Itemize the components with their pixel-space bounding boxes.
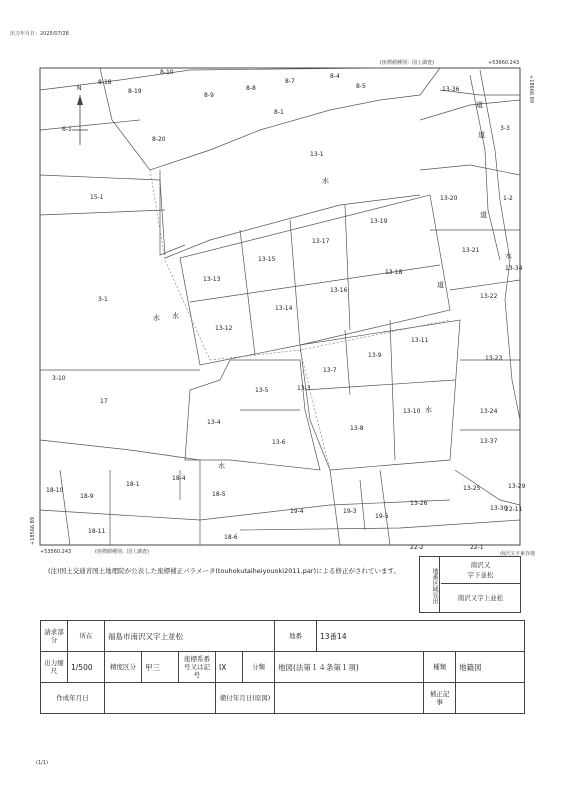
parcel-label: 13-23 bbox=[485, 355, 503, 362]
coord-bottom-label: (座標値種別：国土調査) bbox=[95, 549, 149, 555]
parcel-label: 22-2 bbox=[410, 544, 424, 551]
lot-area-row1-line2: 字下並松 bbox=[467, 571, 494, 579]
parcel-label: 13-5 bbox=[255, 387, 269, 394]
parcel-label: 3-10 bbox=[52, 375, 66, 382]
lot-label: 地番 bbox=[275, 621, 317, 652]
parcel-label: 8-20 bbox=[152, 136, 166, 143]
parcel-label: 13-1 bbox=[310, 151, 324, 158]
parcel-label: 6-1 bbox=[62, 126, 72, 133]
parcel-label: 8-19 bbox=[128, 88, 142, 95]
lot-area-side-label: 地番区域見出 bbox=[420, 557, 440, 612]
parcel-label: 18-4 bbox=[172, 475, 186, 482]
parcel-label: 1-2 bbox=[503, 195, 513, 202]
parcel-label: 13-29 bbox=[508, 483, 526, 490]
created-value bbox=[105, 683, 216, 714]
parcel-label: 13-36 bbox=[442, 86, 460, 93]
road-symbol: 道 bbox=[478, 131, 485, 139]
coord-label: 座標系番号又は記号 bbox=[179, 652, 216, 683]
water-symbol: 水 bbox=[322, 177, 329, 185]
lot-area-row2: 南沢又字上並松 bbox=[457, 594, 504, 602]
lot-area-row1-line1: 南沢又 bbox=[470, 561, 491, 569]
parcel-label: 13-16 bbox=[330, 287, 348, 294]
water-symbol: 水 bbox=[153, 314, 160, 322]
print-date: 出力年月日：2025/07/28 bbox=[10, 31, 69, 37]
parcel-label: 13-19 bbox=[370, 218, 388, 225]
coord-left-vertical: +18566.89 bbox=[30, 516, 36, 545]
road-symbol: 道 bbox=[437, 281, 444, 289]
parcel-label: 18-6 bbox=[224, 534, 238, 541]
parcel-label: 13-13 bbox=[203, 276, 221, 283]
north-arrow-icon bbox=[72, 85, 88, 145]
parcel-label: 13-3 bbox=[297, 385, 311, 392]
parcel-label: 3-1 bbox=[98, 296, 108, 303]
coord-bottom-left: +53560.243 bbox=[40, 549, 72, 555]
parcel-label: 13-21 bbox=[462, 247, 480, 254]
correction-note: (注)国土交通省国土地理院が公表した座標補正パラメータ(touhokutaiheiyouoki2011.par)による修正がされています。 bbox=[48, 567, 400, 575]
coord-right-vertical: +18666.89 bbox=[528, 75, 534, 104]
parcel-label: 8-4 bbox=[330, 73, 340, 80]
parcel-label: 3-3 bbox=[500, 125, 510, 132]
lot-area-row1 bbox=[441, 557, 520, 584]
precision-value: 甲三 bbox=[142, 652, 179, 683]
parcel-label: 17 bbox=[100, 398, 108, 405]
parcel-label: 8-9 bbox=[204, 92, 214, 99]
location-value: 福島市南沢又字上並松 bbox=[105, 621, 275, 652]
created-label: 作成年月日 bbox=[41, 683, 105, 714]
parcel-label: 22-1 bbox=[470, 544, 484, 551]
parcel-label: 13-10 bbox=[403, 408, 421, 415]
parcel-label: 19-5 bbox=[375, 513, 389, 520]
water-symbol: 水 bbox=[172, 312, 179, 320]
page-number: (1/1) bbox=[36, 760, 48, 766]
parcel-label: 13-6 bbox=[272, 439, 286, 446]
parcel-label: 8-5 bbox=[356, 83, 366, 90]
parcel-label: 18-10 bbox=[46, 487, 64, 494]
memo-label: 備付年月日(原図) bbox=[216, 683, 275, 714]
parcel-label: 13-11 bbox=[411, 337, 429, 344]
parcel-label: 13-18 bbox=[385, 269, 403, 276]
parcel-label: 8-10 bbox=[160, 69, 174, 76]
parcel-label: 13-34 bbox=[505, 265, 523, 272]
parcel-label: 19-4 bbox=[290, 508, 304, 515]
parcel-label: 13-26 bbox=[410, 500, 428, 507]
parcel-label: 13-24 bbox=[480, 408, 498, 415]
type-value: 地籍図 bbox=[456, 652, 525, 683]
coord-value: IX bbox=[216, 652, 243, 683]
parcel-label: 19-3 bbox=[343, 508, 357, 515]
water-symbol: 水 bbox=[505, 252, 512, 260]
request-form bbox=[40, 620, 525, 714]
parcel-label: 13-25 bbox=[463, 485, 481, 492]
parcel-label: 13-37 bbox=[480, 438, 498, 445]
coord-top-label: (座標値種別：国土調査) bbox=[380, 60, 434, 66]
parcel-label: 13-9 bbox=[368, 352, 382, 359]
water-symbol: 水 bbox=[425, 406, 432, 414]
note-label: 補正記事 bbox=[424, 683, 456, 714]
lot-area-box bbox=[419, 556, 521, 613]
location-label: 所在 bbox=[68, 621, 105, 652]
parcel-label: 22-11 bbox=[505, 506, 523, 513]
parcel-label: 13-4 bbox=[207, 419, 221, 426]
request-label: 請求部分 bbox=[41, 621, 68, 652]
parcel-label: 8-7 bbox=[285, 78, 295, 85]
parcel-label: 13-17 bbox=[312, 238, 330, 245]
note-value bbox=[456, 683, 525, 714]
parcel-label: 13-8 bbox=[350, 425, 364, 432]
parcel-label: 8-18 bbox=[98, 79, 112, 86]
memo-value bbox=[275, 683, 424, 714]
parcel-label: 13-14 bbox=[275, 305, 293, 312]
parcel-label: 8-8 bbox=[246, 85, 256, 92]
lot-value: 13番14 bbox=[317, 621, 525, 652]
north-label: N bbox=[77, 85, 82, 92]
scale-value: 1/500 bbox=[68, 652, 105, 683]
parcel-label: 13-15 bbox=[258, 256, 276, 263]
coord-top-right: +53660.243 bbox=[488, 60, 520, 66]
parcel-label: 13-20 bbox=[440, 195, 458, 202]
road-symbol: 道 bbox=[480, 211, 487, 219]
road-symbol: 道 bbox=[476, 101, 483, 109]
parcel-label: 18-1 bbox=[126, 481, 140, 488]
outside-label: 南沢又字東谷地 bbox=[500, 551, 536, 557]
parcel-label: 8-1 bbox=[274, 109, 284, 116]
parcel-label: 13-12 bbox=[215, 325, 233, 332]
precision-label: 精度区分 bbox=[105, 652, 142, 683]
parcel-label: 18-5 bbox=[212, 491, 226, 498]
parcel-label: 18-11 bbox=[88, 528, 106, 535]
parcel-label: 13-22 bbox=[480, 293, 498, 300]
water-symbol: 水 bbox=[218, 462, 225, 470]
type-label: 種類 bbox=[424, 652, 456, 683]
parcel-label: 13-7 bbox=[323, 367, 337, 374]
scale-label: 出力縮尺 bbox=[41, 652, 68, 683]
parcel-label: 13-30 bbox=[490, 505, 508, 512]
class-label: 分類 bbox=[243, 652, 275, 683]
parcel-label: 15-1 bbox=[90, 194, 104, 201]
class-value: 地図(法第１４条第１項) bbox=[275, 652, 424, 683]
parcel-label: 18-9 bbox=[80, 493, 94, 500]
